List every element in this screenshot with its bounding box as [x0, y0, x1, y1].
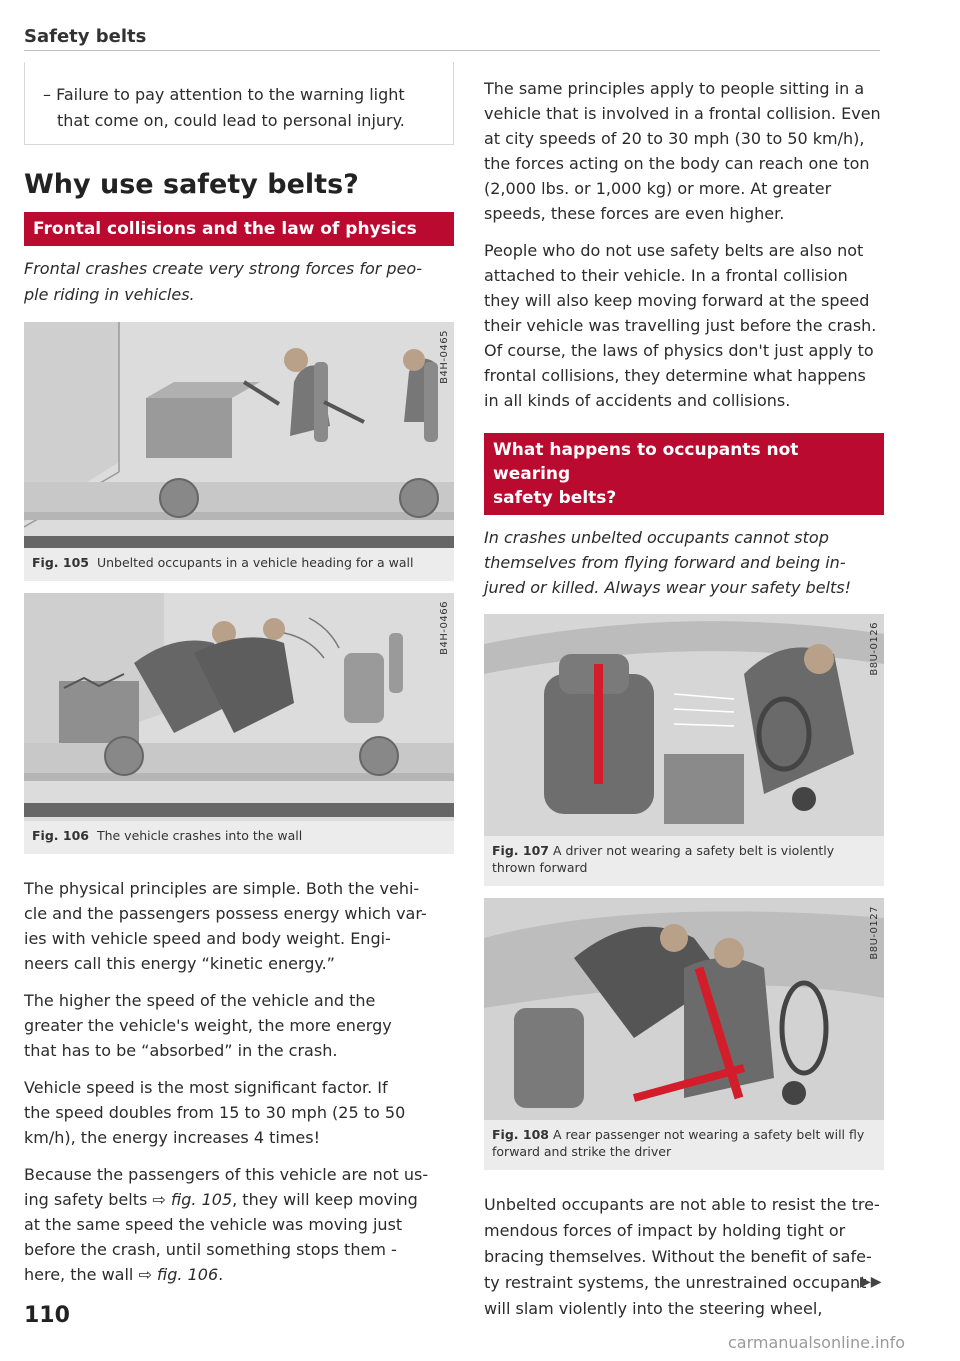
intro-line: In crashes unbelted occupants cannot stop: [484, 528, 829, 547]
text-line: Unbelted occupants are not able to resist the tre-: [484, 1195, 880, 1214]
subsection-heading: [484, 433, 884, 515]
heading-line: What happens to occupants not wearing: [493, 440, 799, 484]
figure-label: Fig. 108: [492, 1127, 549, 1142]
continue-arrow-icon: ▶▶: [860, 1274, 882, 1290]
text-line: Because the passengers of this vehicle are not us-: [24, 1165, 429, 1184]
body-paragraph: [24, 988, 454, 1063]
figure-106: [24, 593, 454, 854]
caption-text: A driver not wearing a safety belt is violently: [552, 843, 835, 858]
text-segment: here, the wall: [24, 1265, 139, 1284]
left-column: [24, 62, 454, 1299]
figure-caption: [24, 821, 454, 854]
text-line: their vehicle was travelling just before the crash.: [484, 316, 877, 335]
header-divider: [24, 50, 880, 51]
text-line: they will also keep moving forward at the speed: [484, 291, 870, 310]
figure-label: Fig. 107: [492, 843, 549, 858]
text-line: speeds, these forces are even higher.: [484, 204, 785, 223]
text-line: km/h), the energy increases 4 times!: [24, 1128, 320, 1147]
caption-text: Unbelted occupants in a vehicle heading for a wall: [96, 555, 414, 570]
figure-image: [24, 593, 454, 821]
body-paragraph: [24, 1162, 454, 1287]
intro-text: [24, 256, 454, 308]
figure-image: [24, 322, 454, 548]
text-line: [24, 1262, 454, 1287]
text-segment: ing safety belts: [24, 1190, 153, 1209]
text-line: bracing themselves. Without the benefit of safe-: [484, 1247, 872, 1266]
page-number: 110: [24, 1303, 70, 1328]
figure-caption: [484, 836, 884, 886]
warning-box: [24, 62, 454, 145]
text-line: (2,000 lbs. or 1,000 kg) or more. At greater: [484, 179, 832, 198]
caption-text: The vehicle crashes into the wall: [96, 828, 303, 843]
text-line: ies with vehicle speed and body weight. Engi-: [24, 929, 391, 948]
figure-caption: [484, 1120, 884, 1170]
body-paragraph: [24, 876, 454, 976]
text-line: neers call this energy “kinetic energy.”: [24, 954, 335, 973]
intro-line: Frontal crashes create very strong forces for peo-: [24, 259, 422, 278]
text-line: greater the vehicle's weight, the more energy: [24, 1016, 392, 1035]
text-line: at city speeds of 20 to 30 mph (30 to 50 km/h),: [484, 129, 865, 148]
intro-line: jured or killed. Always wear your safety belts!: [484, 578, 852, 597]
figure-code: B4H-0465: [439, 330, 450, 384]
caption-line: forward and strike the driver: [492, 1144, 672, 1159]
caption-text: A rear passenger not wearing a safety belt will fly: [552, 1127, 865, 1142]
figure-image: [484, 614, 884, 836]
text-line: in all kinds of accidents and collisions.: [484, 391, 791, 410]
figure-code: B8U-0127: [869, 906, 880, 960]
text-line: The physical principles are simple. Both the vehi-: [24, 879, 420, 898]
text-line: cle and the passengers possess energy which var-: [24, 904, 427, 923]
caption-line: [492, 1126, 876, 1143]
left-body: [24, 876, 454, 1287]
subsection-heading: Frontal collisions and the law of physics: [24, 212, 454, 246]
figure-label: Fig. 105: [32, 555, 89, 570]
figure-105: [24, 322, 454, 581]
text-line: People who do not use safety belts are also not: [484, 241, 864, 260]
text-line: before the crash, until something stops them -: [24, 1240, 397, 1259]
figure-link[interactable]: ⇨ fig. 105: [152, 1190, 233, 1209]
text-line: the speed doubles from 15 to 30 mph (25 to 50: [24, 1103, 406, 1122]
warning-line: – Failure to pay attention to the warning light: [43, 85, 405, 104]
text-line: vehicle that is involved in a frontal collision. Even: [484, 104, 881, 123]
text-segment: , they will keep moving: [232, 1190, 418, 1209]
intro-line: themselves from flying forward and being in-: [484, 553, 846, 572]
figure-108: [484, 898, 884, 1170]
figure-code: B8U-0126: [869, 622, 880, 676]
watermark: carmanualsonline.info: [728, 1333, 906, 1352]
intro-line: ple riding in vehicles.: [24, 285, 195, 304]
intro-text: [484, 525, 884, 600]
figure-link[interactable]: ⇨ fig. 106: [138, 1265, 219, 1284]
figure-caption: [24, 548, 454, 581]
body-paragraph: [484, 238, 884, 413]
running-header: Safety belts: [24, 26, 147, 47]
figure-107: [484, 614, 884, 886]
caption-line: [492, 842, 876, 859]
text-line: mendous forces of impact by holding tight or: [484, 1221, 846, 1240]
text-line: ty restraint systems, the unrestrained occupant: [484, 1273, 867, 1292]
text-line: Of course, the laws of physics don't just apply to: [484, 341, 874, 360]
text-line: The higher the speed of the vehicle and the: [24, 991, 376, 1010]
text-line: will slam violently into the steering wheel,: [484, 1299, 823, 1318]
text-line: at the same speed the vehicle was moving just: [24, 1215, 403, 1234]
body-paragraph: [484, 1192, 884, 1322]
body-paragraph: [484, 76, 884, 226]
text-line: that has to be “absorbed” in the crash.: [24, 1041, 338, 1060]
text-line: frontal collisions, they determine what happens: [484, 366, 866, 385]
caption-line: thrown forward: [492, 860, 588, 875]
text-line: The same principles apply to people sitting in a: [484, 79, 865, 98]
text-line: Vehicle speed is the most significant factor. If: [24, 1078, 388, 1097]
figure-label: Fig. 106: [32, 828, 89, 843]
warning-line: that come on, could lead to personal injury.: [57, 111, 405, 130]
text-line: the forces acting on the body can reach one ton: [484, 154, 870, 173]
body-paragraph: [24, 1075, 454, 1150]
section-heading: Why use safety belts?: [24, 169, 359, 200]
figure-image: [484, 898, 884, 1120]
text-segment: .: [218, 1265, 224, 1284]
text-line: attached to their vehicle. In a frontal collision: [484, 266, 848, 285]
right-column: [484, 62, 884, 1334]
text-line: [24, 1187, 454, 1212]
heading-line: safety belts?: [493, 488, 617, 508]
figure-code: B4H-0466: [439, 601, 450, 655]
